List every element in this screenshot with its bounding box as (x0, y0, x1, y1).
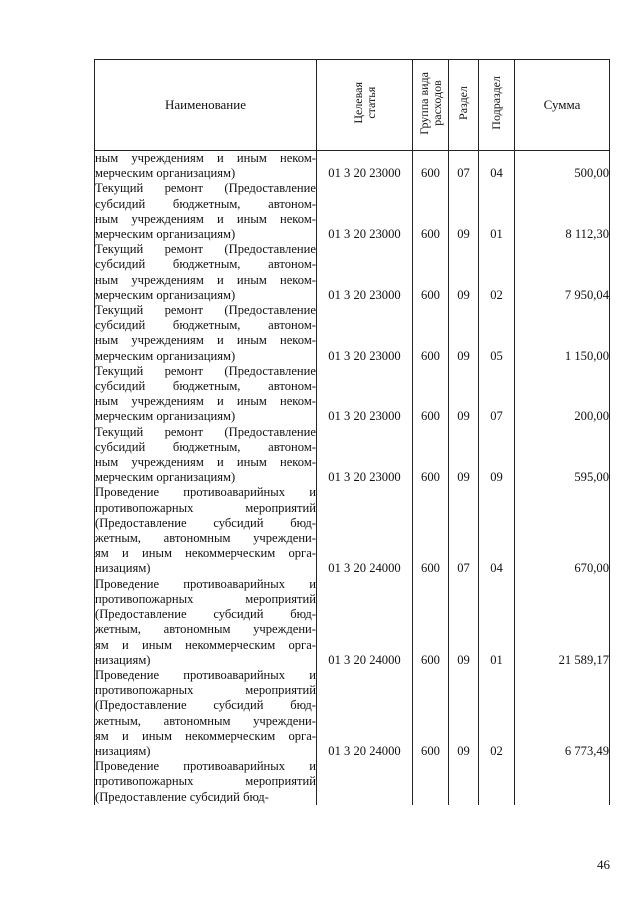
row-section: 09 (449, 668, 479, 759)
table-body (95, 151, 610, 805)
row-section: 09 (449, 181, 479, 242)
row-section: 09 (449, 364, 479, 425)
row-name-line: жетным, автономным учреждени- (95, 713, 316, 728)
row-section: 09 (449, 303, 479, 364)
row-sum: 7 950,04 (515, 242, 610, 303)
row-sum: 8 112,30 (515, 181, 610, 242)
header-section: Раздел (456, 85, 470, 120)
row-name-line: Проведение противоаварийных и (95, 576, 316, 591)
row-sum: 200,00 (515, 364, 610, 425)
row-group: 600 (413, 668, 449, 759)
row-name-line: жетным, автономным учреждени- (95, 622, 316, 637)
row-name (95, 577, 317, 668)
row-name-line: (Предоставление субсидий бюд- (95, 607, 316, 622)
header-target-cell (317, 60, 413, 151)
row-name-line: мерческим организациям) (95, 409, 236, 424)
row-target-code: 01 3 20 23000 (317, 242, 413, 303)
header-sum: Сумма (515, 60, 610, 151)
row-group: 600 (413, 577, 449, 668)
row-subsection (479, 759, 515, 805)
row-target-code (317, 759, 413, 805)
row-name-line: низациям) (95, 652, 151, 667)
row-name-line: ным учреждениям и иным неком- (95, 151, 316, 165)
row-group: 600 (413, 181, 449, 242)
row-name-line: Текущий ремонт (Предоставление (95, 242, 316, 257)
row-subsection: 04 (479, 151, 515, 182)
row-name-line: ным учреждениям и иным неком- (95, 272, 316, 287)
row-target-code: 01 3 20 23000 (317, 303, 413, 364)
table-row (95, 425, 610, 486)
row-target-code: 01 3 20 23000 (317, 151, 413, 182)
table-row (95, 668, 610, 759)
header-target: Целевая статья (350, 82, 378, 124)
row-section: 09 (449, 425, 479, 486)
row-section: 07 (449, 151, 479, 182)
row-name (95, 242, 317, 303)
row-name-line: мерческим организациям) (95, 227, 236, 242)
row-name-line: мерческим организациям) (95, 287, 236, 302)
row-name-line: Проведение противоаварийных и (95, 485, 316, 500)
table-row (95, 151, 610, 182)
header-group-cell (413, 60, 449, 151)
row-section: 09 (449, 242, 479, 303)
row-group: 600 (413, 364, 449, 425)
table-row (95, 364, 610, 425)
row-subsection: 02 (479, 242, 515, 303)
row-name-line: мерческим организациям) (95, 348, 236, 363)
row-name (95, 151, 317, 182)
row-name-line: Проведение противоаварийных и (95, 667, 316, 682)
row-sum: 595,00 (515, 425, 610, 486)
row-name-line: Текущий ремонт (Предоставление (95, 424, 316, 439)
row-sum: 21 589,17 (515, 577, 610, 668)
table-row (95, 181, 610, 242)
row-group: 600 (413, 151, 449, 182)
row-name-line: (Предоставление субсидий бюд- (95, 789, 269, 804)
row-subsection: 01 (479, 181, 515, 242)
row-name-line: низациям) (95, 561, 151, 576)
row-name-line: Текущий ремонт (Предоставление (95, 181, 316, 196)
row-name (95, 759, 317, 805)
row-subsection: 09 (479, 425, 515, 486)
row-name (95, 668, 317, 759)
row-name (95, 425, 317, 486)
row-name-line: Текущий ремонт (Предоставление (95, 363, 316, 378)
table-row (95, 485, 610, 576)
row-name-line: субсидий бюджетным, автоном- (95, 439, 316, 454)
row-name-line: ным учреждениям и иным неком- (95, 211, 316, 226)
row-name (95, 303, 317, 364)
row-target-code: 01 3 20 23000 (317, 364, 413, 425)
row-name-line: ям и иным некоммерческим орга- (95, 637, 316, 652)
header-section-cell (449, 60, 479, 151)
row-name (95, 181, 317, 242)
row-section: 09 (449, 577, 479, 668)
row-name-line: Проведение противоаварийных и (95, 759, 316, 774)
row-subsection: 04 (479, 485, 515, 576)
header-subsection-cell (479, 60, 515, 151)
row-name-line: противопожарных мероприятий (95, 683, 316, 698)
row-name-line: субсидий бюджетным, автоном- (95, 379, 316, 394)
row-name-line: низациям) (95, 743, 151, 758)
row-name-line: ям и иным некоммерческим орга- (95, 728, 316, 743)
row-name-line: ным учреждениям и иным неком- (95, 455, 316, 470)
header-group: Группа вида расходов (416, 71, 444, 135)
row-name-line: противопожарных мероприятий (95, 591, 316, 606)
row-target-code: 01 3 20 23000 (317, 425, 413, 486)
row-section: 07 (449, 485, 479, 576)
table-row (95, 242, 610, 303)
row-name (95, 485, 317, 576)
row-name-line: ным учреждениям и иным неком- (95, 333, 316, 348)
row-name-line: субсидий бюджетным, автоном- (95, 196, 316, 211)
row-target-code: 01 3 20 24000 (317, 485, 413, 576)
row-name-line: (Предоставление субсидий бюд- (95, 698, 316, 713)
row-name-line: ным учреждениям и иным неком- (95, 394, 316, 409)
page-number: 46 (597, 857, 610, 872)
row-sum: 1 150,00 (515, 303, 610, 364)
table-header-row (95, 60, 610, 151)
row-subsection: 01 (479, 577, 515, 668)
row-name-line: противопожарных мероприятий (95, 500, 316, 515)
row-name-line: (Предоставление субсидий бюд- (95, 515, 316, 530)
row-subsection: 05 (479, 303, 515, 364)
row-name-line: субсидий бюджетным, автоном- (95, 318, 316, 333)
row-name (95, 364, 317, 425)
row-name-line: Текущий ремонт (Предоставление (95, 303, 316, 318)
row-sum (515, 759, 610, 805)
row-sum: 500,00 (515, 151, 610, 182)
row-group: 600 (413, 485, 449, 576)
row-subsection: 07 (479, 364, 515, 425)
row-name-line: жетным, автономным учреждени- (95, 531, 316, 546)
row-group: 600 (413, 303, 449, 364)
row-name-line: ям и иным некоммерческим орга- (95, 546, 316, 561)
row-name-line: мерческим организациям) (95, 470, 236, 485)
row-subsection: 02 (479, 668, 515, 759)
header-subsection: Подраздел (489, 76, 503, 130)
table-row (95, 577, 610, 668)
table-row (95, 759, 610, 805)
row-name-line: субсидий бюджетным, автоном- (95, 257, 316, 272)
row-section (449, 759, 479, 805)
row-target-code: 01 3 20 23000 (317, 181, 413, 242)
row-name-line: мерческим организациям) (95, 166, 236, 181)
row-name-line: противопожарных мероприятий (95, 774, 316, 789)
row-group: 600 (413, 425, 449, 486)
budget-table (94, 59, 610, 805)
row-group (413, 759, 449, 805)
row-sum: 670,00 (515, 485, 610, 576)
row-target-code: 01 3 20 24000 (317, 577, 413, 668)
table-row (95, 303, 610, 364)
row-group: 600 (413, 242, 449, 303)
header-name: Наименование (95, 60, 317, 151)
row-sum: 6 773,49 (515, 668, 610, 759)
row-target-code: 01 3 20 24000 (317, 668, 413, 759)
